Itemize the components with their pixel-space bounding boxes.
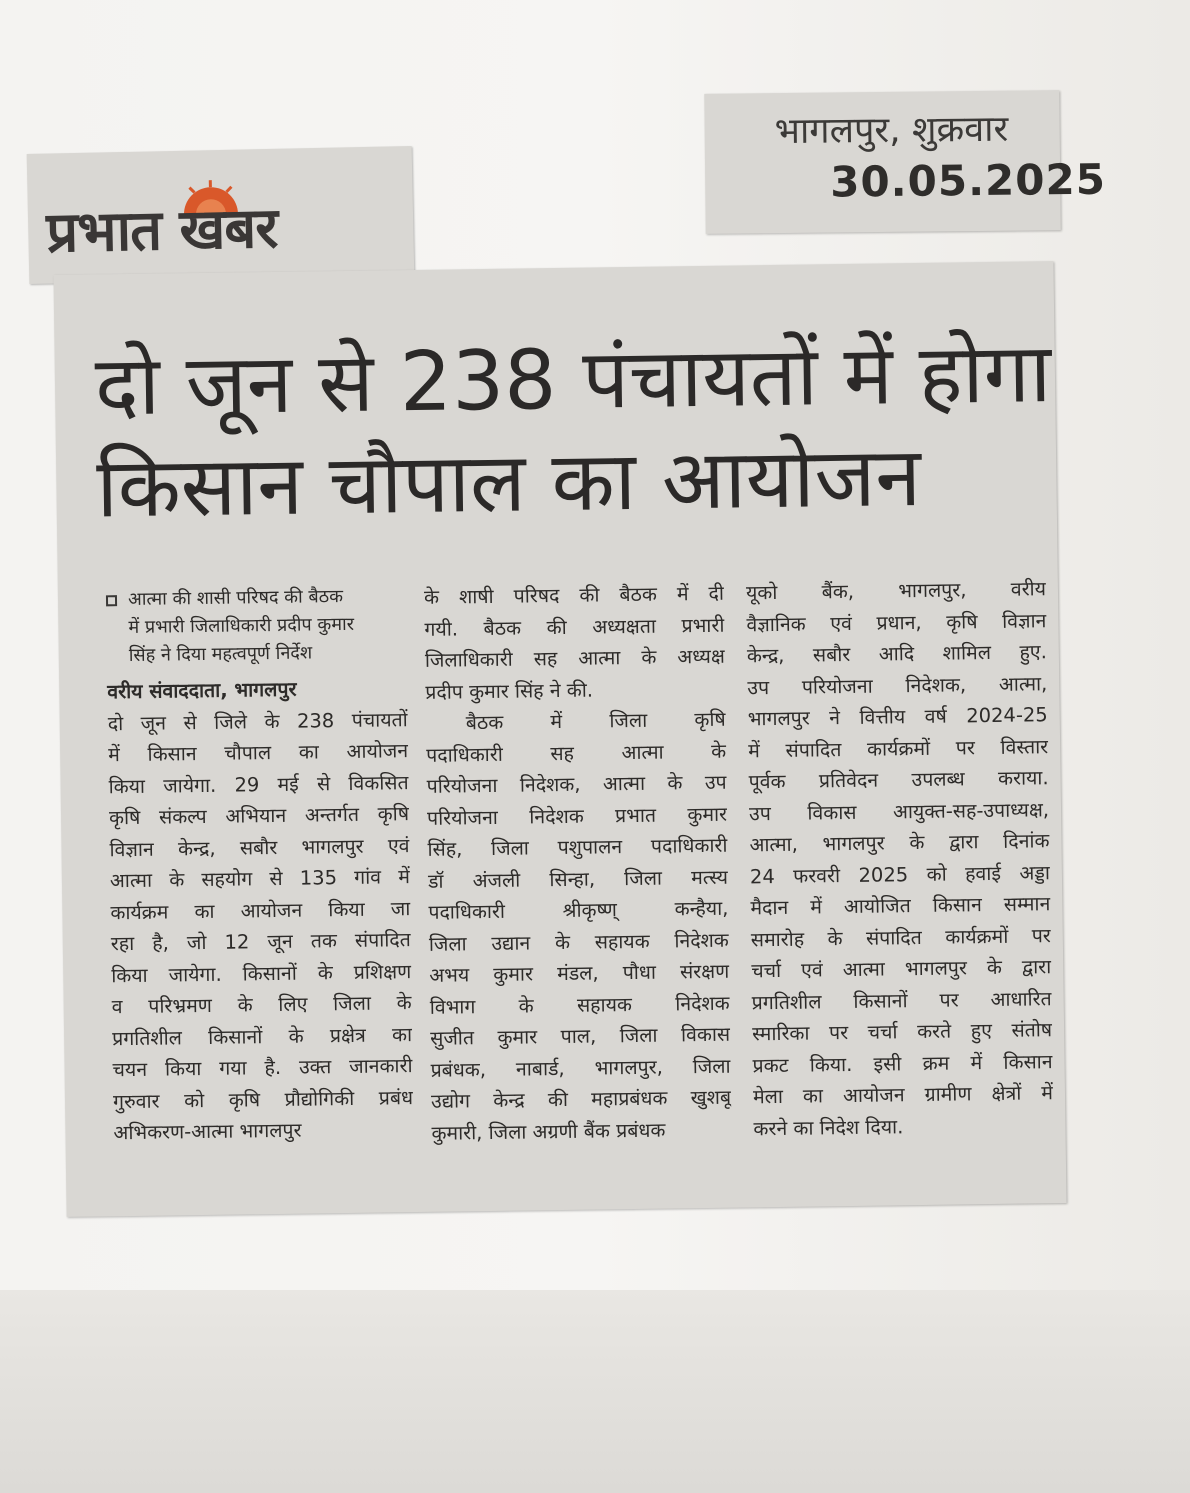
text-line: जिला उद्यान के सहायक निदेशक	[428, 928, 729, 956]
column-1-text	[108, 704, 414, 1149]
bullet-square-icon	[106, 595, 117, 606]
text-line: गुरुवार को कृषि प्रौद्योगिकी प्रबंध	[112, 1085, 414, 1113]
dateline-city-day: भागलपुर, शुक्रवार	[774, 108, 1009, 153]
teaser-line: में प्रभारी जिलाधिकारी प्रदीप कुमार	[128, 613, 355, 639]
text-line: चयन किया गया है. उक्त जानकारी	[112, 1054, 413, 1082]
text-line: कार्यक्रम का आयोजन किया जा	[110, 896, 411, 924]
text-line: के शाषी परिषद की बैठक में दी	[423, 581, 725, 609]
text-line: परियोजना निदेशक प्रभात कुमार	[426, 802, 728, 830]
teaser-line: सिंह ने दिया महत्वपूर्ण निर्देश	[128, 642, 313, 667]
text-line: आत्मा, भागलपुर के द्वारा दिनांक	[749, 829, 1050, 857]
newspaper-name: प्रभात खबर	[45, 195, 278, 266]
text-line: सिंह, जिला पशुपालन पदाधिकारी	[427, 833, 728, 861]
sheet-fold-shadow	[0, 1290, 1190, 1493]
text-line: वैज्ञानिक एवं प्रधान, कृषि विज्ञान	[746, 608, 1047, 636]
article-headline	[94, 323, 1052, 540]
text-line: प्रदीप कुमार सिंह ने की.	[425, 678, 594, 704]
headline-line: दो जून से 238 पंचायतों में होगा	[94, 326, 1052, 435]
text-line: प्रबंधक, नाबार्ड, भागलपुर, जिला	[430, 1054, 731, 1082]
text-line: परियोजना निदेशक, आत्मा के उप	[426, 770, 727, 798]
text-line: गयी. बैठक की अध्यक्षता प्रभारी	[424, 613, 725, 641]
text-line: मेला का आयोजन ग्रामीण क्षेत्रों में	[752, 1081, 1054, 1109]
article-clipping	[53, 261, 1066, 1217]
text-line: डॉ अंजली सिन्हा, जिला मत्स्य	[427, 865, 729, 893]
text-line: करने का निदेश दिया.	[753, 1114, 904, 1140]
text-line: उप परियोजना निदेशक, आत्मा,	[747, 671, 1048, 699]
text-line: भागलपुर ने वित्तीय वर्ष 2024-25	[747, 703, 1048, 731]
text-line: केन्द्र, सबौर आदि शामिल हुए.	[746, 640, 1047, 668]
article-body	[106, 573, 1054, 1206]
teaser-line: आत्मा की शासी परिषद की बैठक	[127, 586, 344, 611]
text-line: विभाग के सहायक निदेशक	[429, 991, 730, 1019]
text-line: किया जायेगा. 29 मई से विकसित	[108, 770, 409, 798]
dateline-date: 30.05.2025	[829, 154, 1107, 207]
text-line: स्मारिका पर चर्चा करते हुए संतोष	[751, 1018, 1053, 1046]
text-line: में संपादित कार्यक्रमों पर विस्तार	[748, 734, 1049, 762]
newspaper-logo	[45, 174, 397, 271]
text-line: रहा है, जो 12 जून तक संपादित	[110, 928, 411, 956]
article-column-2	[424, 578, 732, 1149]
headline-line: किसान चौपाल का आयोजन	[95, 429, 922, 537]
dateline-clipping	[704, 90, 1107, 234]
text-line: विज्ञान केन्द्र, सबौर भागलपुर एवं	[109, 833, 410, 861]
text-line: प्रगतिशील किसानों के प्रक्षेत्र का	[111, 1022, 413, 1050]
article-column-1	[106, 582, 414, 1149]
text-line: उप विकास आयुक्त-सह-उपाध्यक्ष,	[748, 797, 1050, 825]
text-line: जिलाधिकारी सह आत्मा के अध्यक्ष	[424, 644, 726, 672]
text-line: प्रकट किया. इसी क्रम में किसान	[752, 1049, 1053, 1077]
text-line: व परिभ्रमण के लिए जिला के	[111, 991, 412, 1019]
column-3-text	[746, 573, 1054, 1144]
text-line: मैदान में आयोजित किसान सम्मान	[750, 892, 1051, 920]
text-line: पदाधिकारी श्रीकृष्ण् कन्हैया,	[428, 896, 729, 924]
text-line: बैठक में जिला कृषि	[465, 707, 726, 735]
text-line: पूर्वक प्रतिवेदन उपलब्ध कराया.	[748, 766, 1049, 794]
text-line: में किसान चौपाल का आयोजन	[108, 739, 409, 767]
article-column-3	[746, 573, 1054, 1144]
text-line: चर्चा एवं आत्मा भागलपुर के द्वारा	[751, 955, 1052, 983]
text-line: कुमारी, जिला अग्रणी बैंक प्रबंधक	[431, 1118, 666, 1145]
text-line: पदाधिकारी सह आत्मा के	[426, 739, 727, 767]
text-line: अभिकरण-आत्मा भागलपुर	[113, 1118, 302, 1145]
text-line: यूको बैंक, भागलपुर, वरीय	[745, 577, 1047, 605]
text-line: आत्मा के सहयोग से 135 गांव में	[109, 865, 411, 893]
text-line: प्रगतिशील किसानों पर आधारित	[751, 986, 1052, 1014]
text-line: कृषि संकल्प अभियान अन्तर्गत कृषि	[108, 802, 410, 830]
text-line: समारोह के संपादित कार्यक्रमों पर	[750, 923, 1051, 951]
text-line: दो जून से जिले के 238 पंचायतों	[107, 707, 408, 735]
article-byline: वरीय संवाददाता, भागलपुर	[107, 677, 297, 704]
masthead-clipping	[27, 146, 415, 284]
text-line: सुजीत कुमार पाल, जिला विकास	[430, 1022, 731, 1050]
text-line: 24 फरवरी 2025 को हवाई अड्डा	[749, 860, 1051, 888]
text-line: अभय कुमार मंडल, पौधा संरक्षण	[429, 959, 730, 987]
article-teaser	[106, 582, 407, 670]
text-line: किया जायेगा. किसानों के प्रशिक्षण	[111, 959, 412, 987]
column-2-text	[424, 578, 732, 1149]
text-line: उद्योग केन्द्र की महाप्रबंधक खुशबू	[430, 1085, 732, 1113]
